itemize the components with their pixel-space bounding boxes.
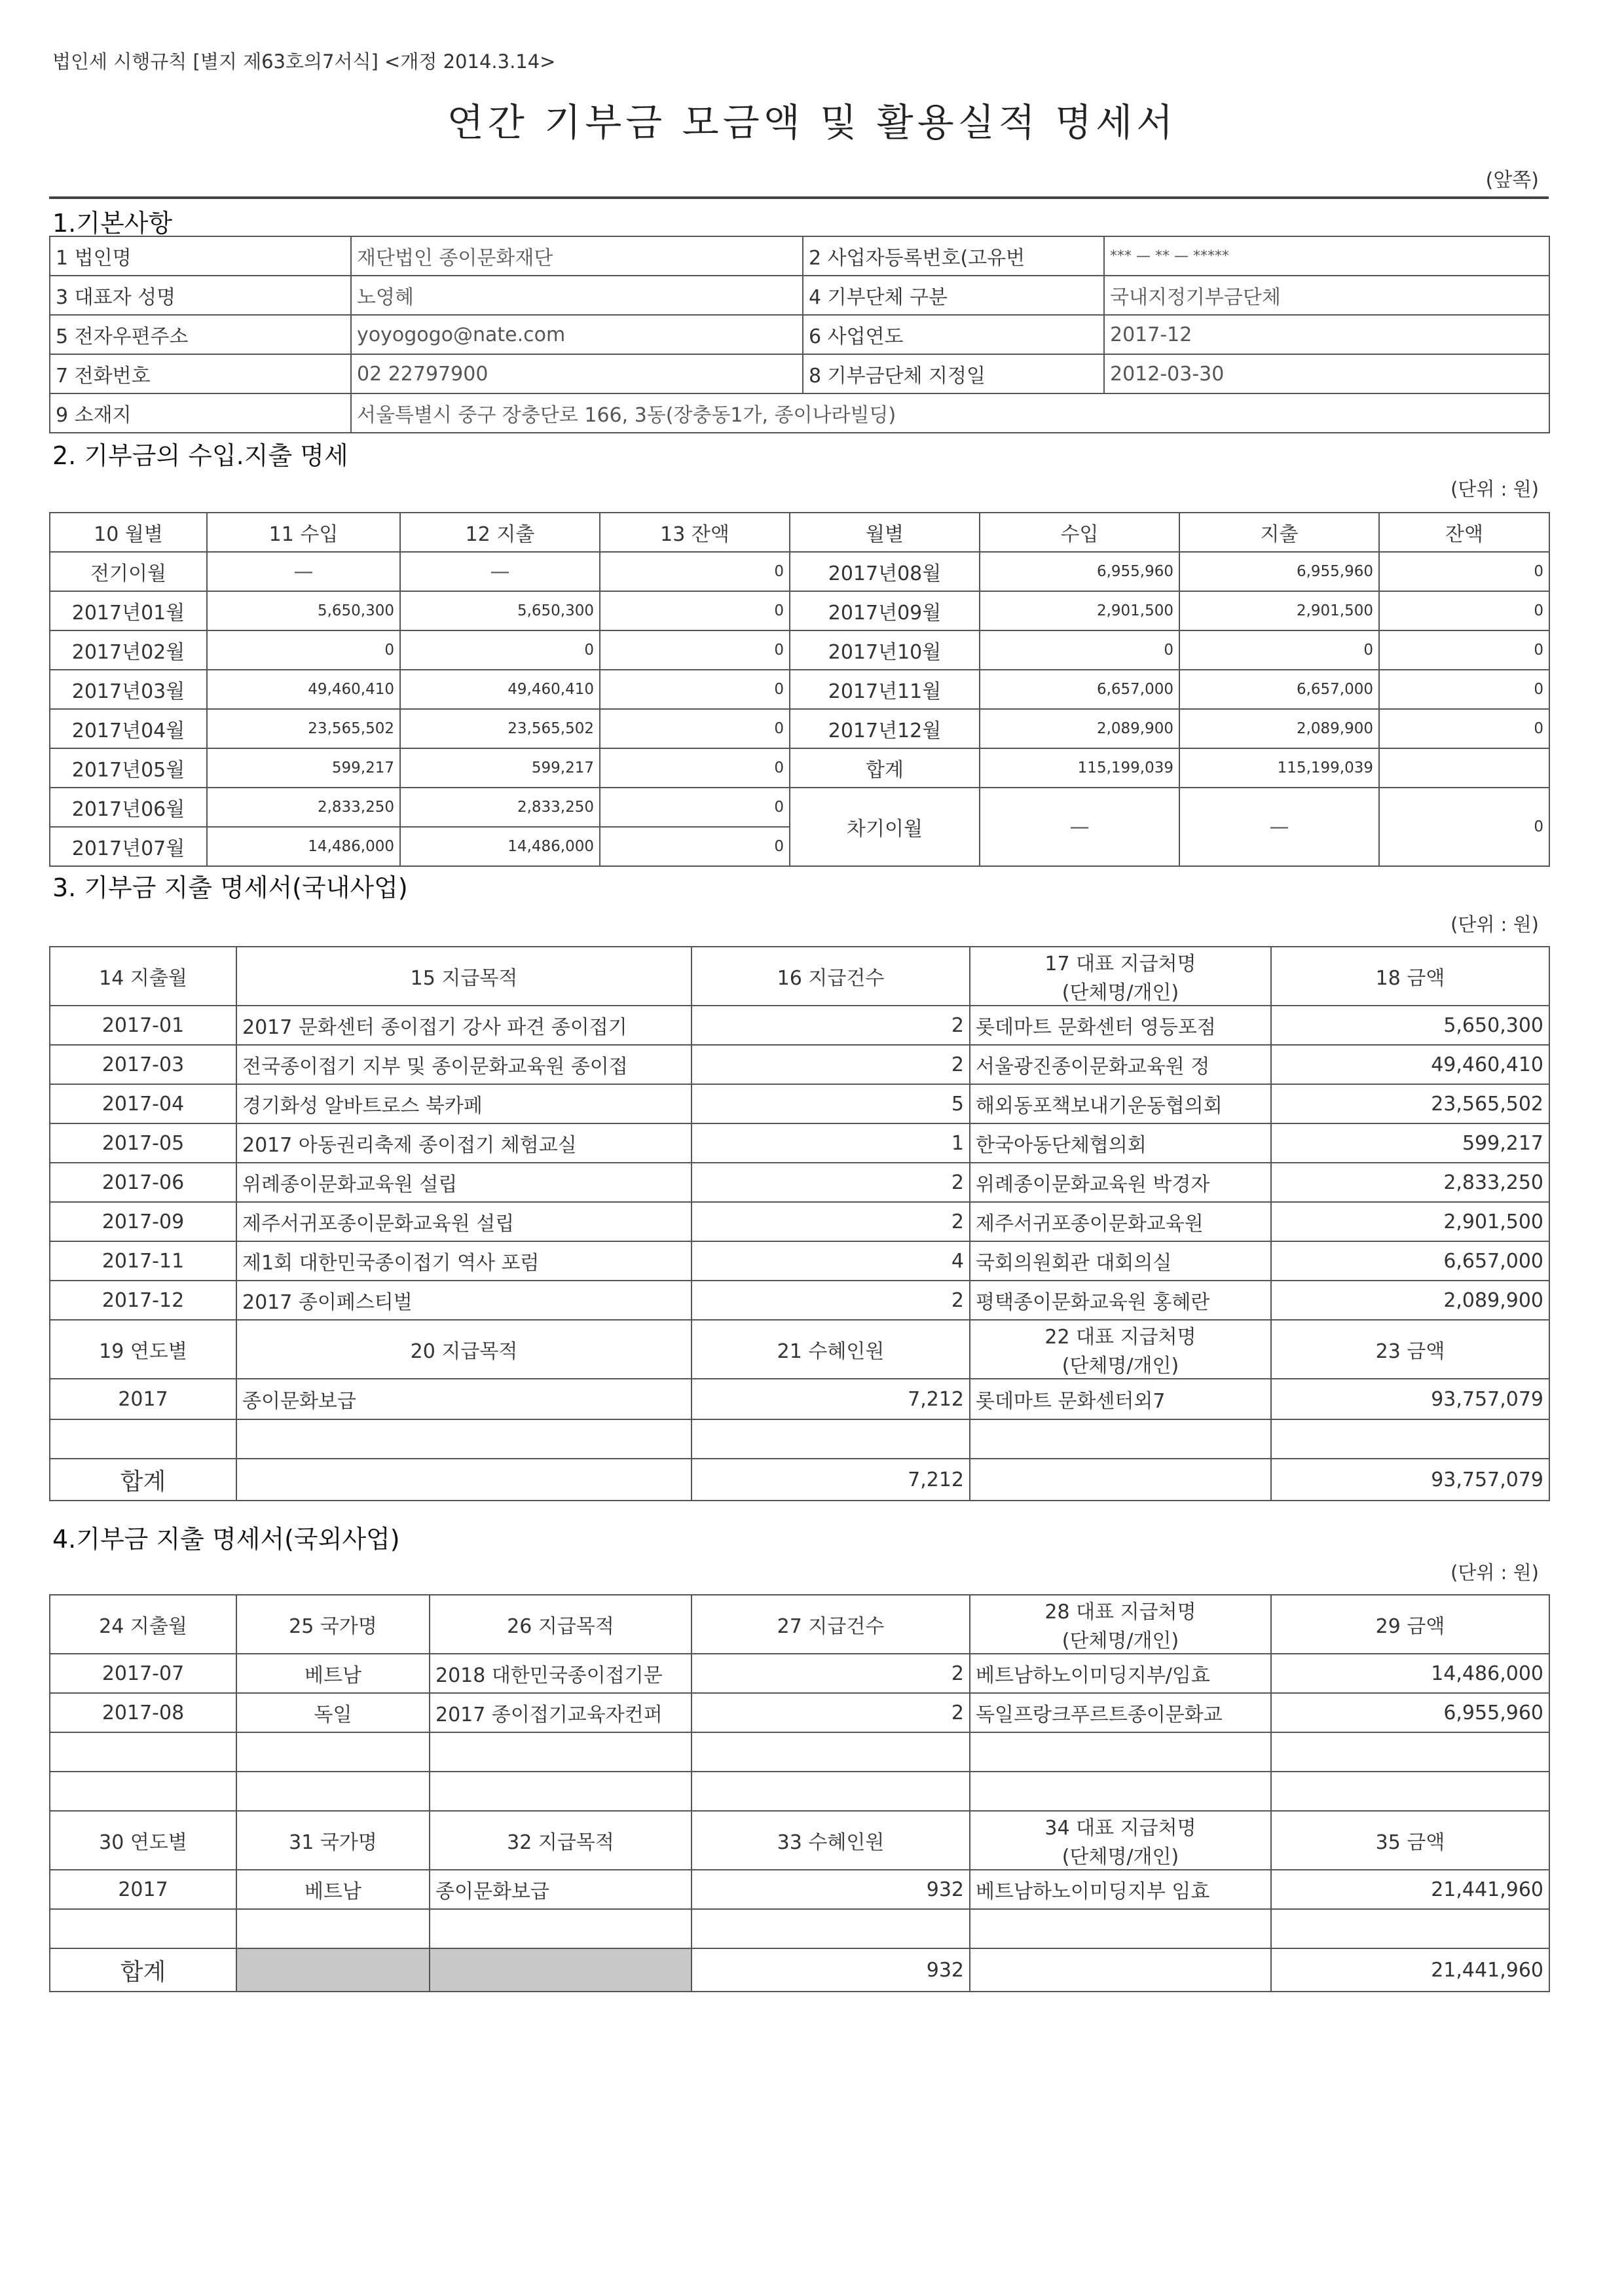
amount-cell: 599,217 [1271, 1123, 1549, 1163]
balance-cell: 0 [600, 827, 790, 866]
month-cell: 2017년07월 [50, 827, 207, 866]
column-header: 31 국가명 [236, 1811, 430, 1870]
purpose-cell: 제주서귀포종이문화교육원 설립 [236, 1202, 692, 1241]
amount-cell: 5,650,300 [1271, 1006, 1549, 1045]
column-header: 30 연도별 [50, 1811, 236, 1870]
section1-heading: 1.기본사항 [52, 209, 173, 238]
count-cell: 2 [692, 1281, 970, 1320]
field-value: 재단법인 종이문화재단 [351, 236, 803, 276]
balance-cell: 0 [600, 552, 790, 591]
expense-cell: 6,657,000 [1179, 670, 1379, 709]
basic-info-row [50, 315, 1549, 354]
section4-heading: 4.기부금 지출 명세서(국외사업) [52, 1525, 400, 1554]
payee-cell: 평택종이문화교육원 홍혜란 [970, 1281, 1271, 1320]
month-cell: 2017-04 [50, 1084, 236, 1123]
column-header: 29 금액 [1271, 1595, 1549, 1654]
field-label: 3 대표자 성명 [50, 276, 351, 315]
month-cell: 전기이월 [50, 552, 207, 591]
people-cell: 932 [692, 1870, 970, 1909]
column-header: 26 지급목적 [430, 1595, 692, 1654]
expense-cell: — [400, 552, 600, 591]
amount-cell: 6,657,000 [1271, 1241, 1549, 1281]
empty-cell [236, 1459, 692, 1501]
month-cell: 2017년11월 [790, 670, 980, 709]
purpose-cell: 제1회 대한민국종이접기 역사 포럼 [236, 1241, 692, 1281]
column-header: 23 금액 [1271, 1320, 1549, 1379]
income-expense-table [49, 512, 1550, 867]
income-cell: — [980, 788, 1179, 866]
header-line: 22 대표 지급처명 [1044, 1326, 1196, 1349]
amount-cell: 49,460,410 [1271, 1045, 1549, 1084]
column-header: 13 잔액 [600, 513, 790, 552]
domestic-expense-table [49, 946, 1550, 1501]
section4-unit: (단위 : 원) [1450, 1561, 1539, 1584]
form-identifier: 법인세 시행규칙 [별지 제63호의7서식] <개정 2014.3.14> [52, 50, 556, 73]
count-cell: 2 [692, 1202, 970, 1241]
count-cell: 1 [692, 1123, 970, 1163]
people-cell: 7,212 [692, 1379, 970, 1419]
expense-cell: 599,217 [400, 748, 600, 788]
table-row [50, 1084, 1549, 1123]
header-row [50, 1595, 1549, 1654]
expense-cell: 0 [1179, 630, 1379, 670]
expense-cell: 115,199,039 [1179, 748, 1379, 788]
empty-cell [236, 1419, 692, 1459]
income-cell: 0 [207, 630, 400, 670]
empty-cell [236, 1732, 430, 1772]
empty-cell [970, 1732, 1271, 1772]
balance-cell: 0 [1379, 591, 1549, 630]
table-row [50, 1202, 1549, 1241]
month-cell: 2017년08월 [790, 552, 980, 591]
empty-cell [970, 1459, 1271, 1501]
expense-cell: 14,486,000 [400, 827, 600, 866]
amount-cell: 23,565,502 [1271, 1084, 1549, 1123]
expense-cell: 49,460,410 [400, 670, 600, 709]
table-row [50, 788, 1549, 827]
empty-cell [430, 1772, 692, 1811]
section2-heading: 2. 기부금의 수입.지출 명세 [52, 441, 348, 470]
payee-cell: 한국아동단체협의회 [970, 1123, 1271, 1163]
income-cell: — [207, 552, 400, 591]
column-header: 21 수혜인원 [692, 1320, 970, 1379]
income-cell: 49,460,410 [207, 670, 400, 709]
income-cell: 2,089,900 [980, 709, 1179, 748]
empty-row [50, 1419, 1549, 1459]
amount-cell: 2,833,250 [1271, 1163, 1549, 1202]
table-row [50, 1045, 1549, 1084]
column-header: 27 지급건수 [692, 1595, 970, 1654]
empty-cell [50, 1772, 236, 1811]
payee-cell: 해외동포책보내기운동협의회 [970, 1084, 1271, 1123]
table-row [50, 670, 1549, 709]
month-cell: 2017년05월 [50, 748, 207, 788]
header-line: (단체명/개인) [1061, 1846, 1179, 1868]
table-row [50, 1870, 1549, 1909]
purpose-cell: 2017 문화센터 종이접기 강사 파견 종이접기 [236, 1006, 692, 1045]
carry-forward-label: 차기이월 [790, 788, 980, 866]
year-cell: 2017 [50, 1870, 236, 1909]
balance-cell: 0 [600, 788, 790, 827]
total-row [50, 1948, 1549, 1992]
payee-cell: 롯데마트 문화센터 영등포점 [970, 1006, 1271, 1045]
balance-cell [1379, 748, 1549, 788]
country-cell: 베트남 [236, 1654, 430, 1693]
header-row [50, 1811, 1549, 1870]
month-cell: 2017-07 [50, 1654, 236, 1693]
column-header: 12 지출 [400, 513, 600, 552]
count-cell: 2 [692, 1045, 970, 1084]
field-label: 1 법인명 [50, 236, 351, 276]
column-header [970, 1320, 1271, 1379]
country-cell: 독일 [236, 1693, 430, 1732]
column-header: 10 월별 [50, 513, 207, 552]
table-row [50, 1163, 1549, 1202]
count-cell: 2 [692, 1163, 970, 1202]
basic-info-table [49, 236, 1550, 433]
amount-cell: 6,955,960 [1271, 1693, 1549, 1732]
purpose-cell: 2018 대한민국종이접기문 [430, 1654, 692, 1693]
address-value: 서울특별시 중구 장충단로 166, 3동(장충동1가, 종이나라빌딩) [351, 393, 1549, 433]
income-cell: 115,199,039 [980, 748, 1179, 788]
empty-cell [970, 1948, 1271, 1992]
empty-cell [50, 1909, 236, 1948]
month-cell: 2017년04월 [50, 709, 207, 748]
table-row [50, 1693, 1549, 1732]
income-cell: 23,565,502 [207, 709, 400, 748]
empty-cell [236, 1772, 430, 1811]
payee-cell: 서울광진종이문화교육원 정 [970, 1045, 1271, 1084]
month-cell: 2017년03월 [50, 670, 207, 709]
table-row [50, 748, 1549, 788]
purpose-cell: 종이문화보급 [430, 1870, 692, 1909]
column-header: 15 지급목적 [236, 947, 692, 1006]
table-row [50, 630, 1549, 670]
month-cell: 2017-12 [50, 1281, 236, 1320]
empty-cell [1271, 1909, 1549, 1948]
empty-cell [692, 1419, 970, 1459]
shaded-cell [236, 1948, 430, 1992]
month-cell: 합계 [790, 748, 980, 788]
country-cell: 베트남 [236, 1870, 430, 1909]
field-label: 8 기부금단체 지정일 [803, 354, 1104, 393]
column-header: 수입 [980, 513, 1179, 552]
balance-cell: 0 [600, 748, 790, 788]
count-cell: 2 [692, 1006, 970, 1045]
total-label: 합계 [50, 1459, 236, 1501]
column-header: 35 금액 [1271, 1811, 1549, 1870]
month-cell: 2017년06월 [50, 788, 207, 827]
total-label: 합계 [50, 1948, 236, 1992]
month-cell: 2017-09 [50, 1202, 236, 1241]
header-line: 28 대표 지급처명 [1044, 1601, 1196, 1624]
amount-cell: 2,089,900 [1271, 1281, 1549, 1320]
field-label: 5 전자우편주소 [50, 315, 351, 354]
count-cell: 2 [692, 1654, 970, 1693]
field-label: 6 사업연도 [803, 315, 1104, 354]
balance-cell: 0 [1379, 788, 1549, 866]
purpose-cell: 2017 종이접기교육자컨퍼 [430, 1693, 692, 1732]
field-value: 국내지정기부금단체 [1104, 276, 1549, 315]
month-cell: 2017-08 [50, 1693, 236, 1732]
field-value: 노영혜 [351, 276, 803, 315]
field-value: 2017-12 [1104, 315, 1549, 354]
header-row [50, 1320, 1549, 1379]
total-amount: 21,441,960 [1271, 1948, 1549, 1992]
expense-cell: 2,833,250 [400, 788, 600, 827]
income-cell: 599,217 [207, 748, 400, 788]
balance-cell: 0 [600, 670, 790, 709]
document-title: 연간 기부금 모금액 및 활용실적 명세서 [447, 100, 1177, 145]
table-row [50, 709, 1549, 748]
purpose-cell: 2017 아동권리축제 종이접기 체험교실 [236, 1123, 692, 1163]
empty-cell [970, 1419, 1271, 1459]
page-side-label: (앞쪽) [1485, 169, 1539, 192]
column-header: 19 연도별 [50, 1320, 236, 1379]
payee-cell: 베트남하노이미딩지부 임효 [970, 1870, 1271, 1909]
column-header: 11 수입 [207, 513, 400, 552]
empty-cell [1271, 1419, 1549, 1459]
column-header: 월별 [790, 513, 980, 552]
column-header: 20 지급목적 [236, 1320, 692, 1379]
header-line: (단체명/개인) [1061, 1355, 1179, 1377]
section2-unit: (단위 : 원) [1450, 478, 1539, 500]
purpose-cell: 종이문화보급 [236, 1379, 692, 1419]
column-header: 32 지급목적 [430, 1811, 692, 1870]
amount-cell: 14,486,000 [1271, 1654, 1549, 1693]
payee-cell: 베트남하노이미딩지부/임효 [970, 1654, 1271, 1693]
amount-cell: 93,757,079 [1271, 1379, 1549, 1419]
payee-cell: 롯데마트 문화센터외7 [970, 1379, 1271, 1419]
field-label: 2 사업자등록번호(고유번 [803, 236, 1104, 276]
empty-cell [50, 1419, 236, 1459]
header-line: (단체명/개인) [1061, 981, 1179, 1004]
empty-cell [1271, 1732, 1549, 1772]
total-amount: 93,757,079 [1271, 1459, 1549, 1501]
expense-cell: 2,089,900 [1179, 709, 1379, 748]
table-row [50, 1654, 1549, 1693]
empty-cell [430, 1732, 692, 1772]
empty-row [50, 1772, 1549, 1811]
month-cell: 2017-11 [50, 1241, 236, 1281]
purpose-cell: 경기화성 알바트로스 북카페 [236, 1084, 692, 1123]
amount-cell: 21,441,960 [1271, 1870, 1549, 1909]
table-row [50, 552, 1549, 591]
header-line: 34 대표 지급처명 [1044, 1817, 1196, 1840]
shaded-cell [430, 1948, 692, 1992]
count-cell: 2 [692, 1693, 970, 1732]
balance-cell: 0 [1379, 630, 1549, 670]
empty-row [50, 1909, 1549, 1948]
month-cell: 2017-06 [50, 1163, 236, 1202]
header-row [50, 513, 1549, 552]
empty-cell [50, 1732, 236, 1772]
basic-info-row [50, 354, 1549, 393]
basic-info-row [50, 276, 1549, 315]
total-row [50, 1459, 1549, 1501]
balance-cell: 0 [600, 591, 790, 630]
amount-cell: 2,901,500 [1271, 1202, 1549, 1241]
basic-info-row [50, 236, 1549, 276]
column-header: 14 지출월 [50, 947, 236, 1006]
expense-cell: 0 [400, 630, 600, 670]
purpose-cell: 위례종이문화교육원 설립 [236, 1163, 692, 1202]
field-label: 7 전화번호 [50, 354, 351, 393]
section3-unit: (단위 : 원) [1450, 913, 1539, 936]
expense-cell: 6,955,960 [1179, 552, 1379, 591]
column-header [970, 1595, 1271, 1654]
empty-cell [970, 1772, 1271, 1811]
balance-cell: 0 [1379, 709, 1549, 748]
year-cell: 2017 [50, 1379, 236, 1419]
month-cell: 2017-05 [50, 1123, 236, 1163]
empty-cell [692, 1732, 970, 1772]
count-cell: 5 [692, 1084, 970, 1123]
header-line: 17 대표 지급처명 [1044, 953, 1196, 975]
month-cell: 2017년02월 [50, 630, 207, 670]
column-header: 33 수혜인원 [692, 1811, 970, 1870]
month-cell: 2017-03 [50, 1045, 236, 1084]
balance-cell: 0 [600, 630, 790, 670]
income-cell: 5,650,300 [207, 591, 400, 630]
table-row [50, 1281, 1549, 1320]
column-header: 16 지급건수 [692, 947, 970, 1006]
table-row [50, 1006, 1549, 1045]
expense-cell: 5,650,300 [400, 591, 600, 630]
month-cell: 2017년01월 [50, 591, 207, 630]
month-cell: 2017년10월 [790, 630, 980, 670]
income-cell: 14,486,000 [207, 827, 400, 866]
column-header [970, 1811, 1271, 1870]
expense-cell: — [1179, 788, 1379, 866]
purpose-cell: 2017 종이페스티벌 [236, 1281, 692, 1320]
basic-info-row [50, 393, 1549, 433]
column-header [970, 947, 1271, 1006]
field-value: 2012-03-30 [1104, 354, 1549, 393]
column-header: 잔액 [1379, 513, 1549, 552]
empty-row [50, 1732, 1549, 1772]
field-value: 02 22797900 [351, 354, 803, 393]
payee-cell: 국회의원회관 대회의실 [970, 1241, 1271, 1281]
balance-cell: 0 [600, 709, 790, 748]
income-cell: 0 [980, 630, 1179, 670]
empty-cell [236, 1909, 430, 1948]
empty-cell [430, 1909, 692, 1948]
payee-cell: 위례종이문화교육원 박경자 [970, 1163, 1271, 1202]
column-header: 25 국가명 [236, 1595, 430, 1654]
field-label: 9 소재지 [50, 393, 351, 433]
section3-heading: 3. 기부금 지출 명세서(국내사업) [52, 873, 408, 902]
expense-cell: 2,901,500 [1179, 591, 1379, 630]
income-cell: 2,833,250 [207, 788, 400, 827]
month-cell: 2017-01 [50, 1006, 236, 1045]
purpose-cell: 전국종이접기 지부 및 종이문화교육원 종이접 [236, 1045, 692, 1084]
balance-cell: 0 [1379, 552, 1549, 591]
month-cell: 2017년12월 [790, 709, 980, 748]
field-label: 4 기부단체 구분 [803, 276, 1104, 315]
column-header: 18 금액 [1271, 947, 1549, 1006]
table-row [50, 591, 1549, 630]
income-cell: 2,901,500 [980, 591, 1179, 630]
table-row [50, 1241, 1549, 1281]
field-value: yoyogogo@nate.com [351, 315, 803, 354]
total-people: 7,212 [692, 1459, 970, 1501]
total-people: 932 [692, 1948, 970, 1992]
income-cell: 6,657,000 [980, 670, 1179, 709]
empty-cell [1271, 1772, 1549, 1811]
income-cell: 6,955,960 [980, 552, 1179, 591]
header-row [50, 947, 1549, 1006]
column-header: 지출 [1179, 513, 1379, 552]
table-row [50, 1123, 1549, 1163]
balance-cell: 0 [1379, 670, 1549, 709]
count-cell: 4 [692, 1241, 970, 1281]
payee-cell: 독일프랑크푸르트종이문화교 [970, 1693, 1271, 1732]
expense-cell: 23,565,502 [400, 709, 600, 748]
month-cell: 2017년09월 [790, 591, 980, 630]
overseas-expense-table [49, 1594, 1550, 1992]
empty-cell [970, 1909, 1271, 1948]
column-header: 24 지출월 [50, 1595, 236, 1654]
payee-cell: 제주서귀포종이문화교육원 [970, 1202, 1271, 1241]
field-value: *** — ** — ***** [1104, 236, 1549, 276]
header-line: (단체명/개인) [1061, 1630, 1179, 1652]
empty-cell [692, 1772, 970, 1811]
empty-cell [692, 1909, 970, 1948]
table-row [50, 1379, 1549, 1419]
